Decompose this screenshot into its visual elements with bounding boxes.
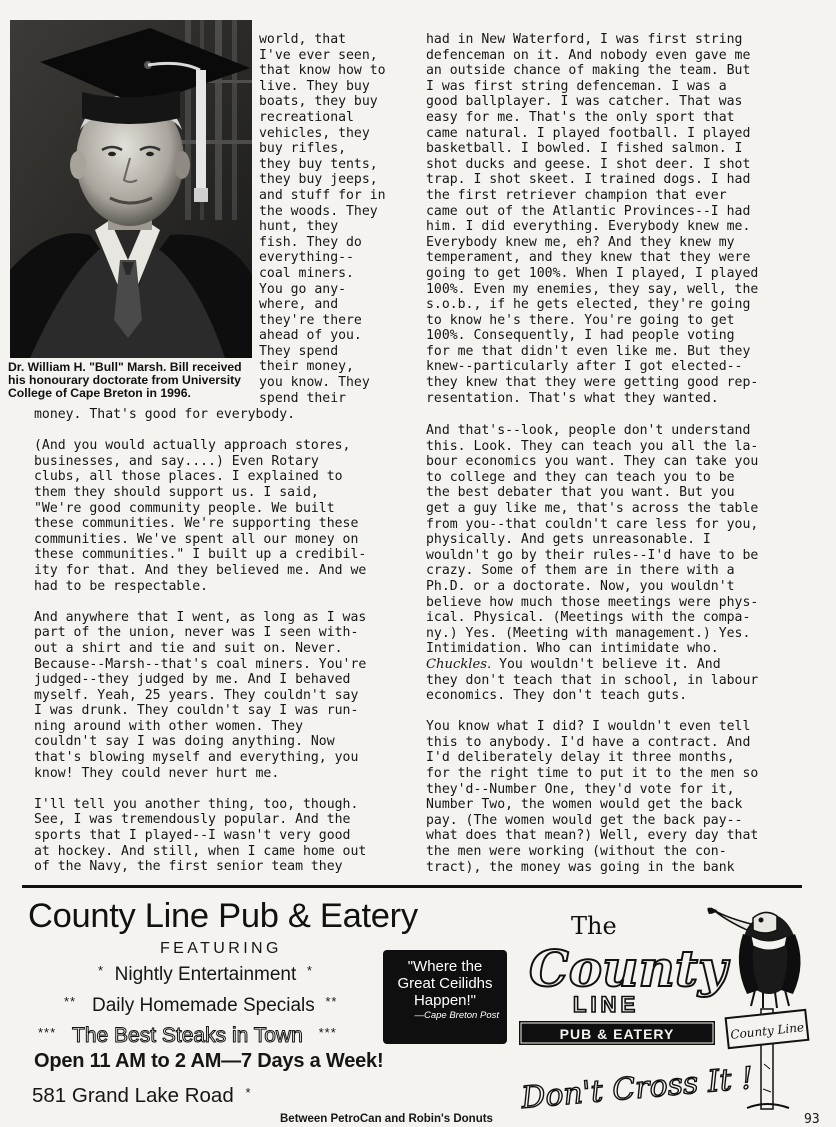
portrait-illustration xyxy=(10,20,252,358)
text-line: they knew that they were getting good rep- xyxy=(426,375,759,391)
quote-source: —Cape Breton Post xyxy=(414,1010,499,1021)
text-line: for me that didn't even like me. But they xyxy=(426,343,751,359)
text-line: boats, they buy xyxy=(259,94,378,110)
text-line: came natural. I played football. I played xyxy=(426,125,751,141)
text-column-right-lower xyxy=(426,423,758,875)
text-line: for the right time to put it to the men so xyxy=(426,766,759,782)
text-line: part of the union, never was I seen with- xyxy=(34,625,359,641)
text-line: They spend xyxy=(259,343,339,359)
logo-sub: PUB & EATERY xyxy=(559,1026,675,1042)
text-line: spend their xyxy=(259,390,347,406)
page-number: 93 xyxy=(804,1112,820,1127)
text-line: 100%. Consequently, I had people voting xyxy=(426,328,735,344)
text-line: ny.) Yes. (Meeting with management.) Yes. xyxy=(426,625,751,641)
ad-item-specials xyxy=(64,994,337,1017)
text-line: physically. And gets unreasonable. I xyxy=(426,532,711,548)
text-line: world, that xyxy=(259,32,347,47)
text-line: Number Two, the women would get the back xyxy=(426,797,743,813)
text-line: them they should support us. I said, xyxy=(34,484,319,500)
text-line: I'd deliberately delay it three months, xyxy=(426,750,735,766)
right-lower-paragraph xyxy=(426,423,758,657)
text-line: I've ever seen, xyxy=(259,47,378,63)
text-line: buy rifles, xyxy=(259,141,347,157)
star-icon: *** xyxy=(318,1025,337,1040)
text-line: to know he's there. You're going to get xyxy=(426,312,735,328)
text-line: at hockey. And still, when I came home out xyxy=(34,843,367,859)
text-line: fish. They do xyxy=(259,234,362,250)
right-lower-paragraph-end xyxy=(426,673,758,876)
text-line: hunt, they xyxy=(259,219,339,235)
logo-sign: County Line xyxy=(729,1020,805,1042)
caption-line: Dr. William H. "Bull" Marsh. Bill received xyxy=(8,360,242,374)
text-column-right xyxy=(426,32,758,406)
ad-featuring: FEATURING xyxy=(160,940,282,957)
ad-item-steaks xyxy=(38,1024,337,1048)
text-line: Because--Marsh--that's coal miners. You're xyxy=(34,656,367,672)
text-line: I'll tell you another thing, too, though. xyxy=(34,796,359,812)
chuckles-italic: Chuckles. xyxy=(426,656,492,672)
text-line: (And you would actually approach stores, xyxy=(34,438,351,454)
ad-item-label: Daily Homemade Specials xyxy=(91,995,315,1016)
text-line: See, I was tremendously popular. And the xyxy=(34,812,351,828)
quote-line: "Where the xyxy=(407,958,483,975)
text-line: ning around with other women. They xyxy=(34,718,303,734)
text-line: get a guy like me, that's across the table xyxy=(426,500,759,516)
text-line: Intimidation. Who can intimidate who. xyxy=(426,641,719,657)
text-line: sports that I played--I wasn't very good xyxy=(34,828,351,844)
text-line: "We're good community people. We built xyxy=(34,500,335,516)
advertisement xyxy=(26,894,516,1125)
text-line: economics. They don't teach guts. xyxy=(426,688,688,704)
text-line: trap. I shot skeet. I trained dogs. I had xyxy=(426,172,751,188)
paragraph-gap xyxy=(34,594,366,610)
text-line: You know what I did? I wouldn't even tell xyxy=(426,719,751,735)
text-line: this to anybody. I'd have a contract. And xyxy=(426,734,751,750)
text-line: what does that mean?) Well, every day that xyxy=(426,828,759,844)
text-line: they'd--Number One, they'd vote for it, xyxy=(426,781,735,797)
text-line: they don't teach that in school, in labour xyxy=(426,672,759,688)
text-line: an outside chance of making the team. But xyxy=(426,63,751,79)
text-line: wouldn't go by their rules--I'd have to be xyxy=(426,547,759,563)
star-icon: * xyxy=(245,1085,252,1100)
text-line xyxy=(426,657,758,673)
text-line: ahead of you. xyxy=(259,328,362,344)
text-line: myself. Yeah, 25 years. They couldn't say xyxy=(34,687,359,703)
address-text: 581 Grand Lake Road xyxy=(32,1084,234,1107)
text-line: bour economics you want. They can take you xyxy=(426,454,759,470)
star-icon: ** xyxy=(64,994,77,1009)
portrait-photo xyxy=(10,20,252,358)
text-line: where, and xyxy=(259,297,339,313)
star-icon: ** xyxy=(325,994,338,1009)
text-line: crazy. Some of them are in there with a xyxy=(426,563,735,579)
text-line: easy for me. That's the only sport that xyxy=(426,109,735,125)
text-line: know! They could never hurt me. xyxy=(34,765,280,781)
ad-hours: Open 11 AM to 2 AM—7 Days a Week! xyxy=(34,1050,384,1072)
text-line: knew--particularly after I got elected-- xyxy=(426,359,743,375)
text-line: recreational xyxy=(259,109,354,125)
text-line: defenceman on it. And nobody even gave me xyxy=(426,47,751,63)
ad-item-label: Nightly Entertainment xyxy=(114,964,297,985)
text-line: I was first string defenceman. I was a xyxy=(426,78,727,94)
text-line: this. Look. They can teach you all the la- xyxy=(426,438,759,454)
text-line: ity for that. And they believed me. And we xyxy=(34,562,367,578)
text-line: 100%. Even my enemies, they say, well, the xyxy=(426,281,759,297)
ad-address xyxy=(32,1084,252,1108)
text-line: going to get 100%. When I played, I played xyxy=(426,265,759,281)
text-line: Ph.D. or a doctorate. Now, you wouldn't xyxy=(426,578,735,594)
text-line: out a shirt and tie and suit on. Never. xyxy=(34,640,343,656)
text-line: And anywhere that I went, as long as I was xyxy=(34,609,367,625)
text-line: everything-- xyxy=(259,250,354,266)
text-line: live. They buy xyxy=(259,78,370,94)
text-line: him. I did everything. Everybody knew me. xyxy=(426,219,751,235)
text-line: they're there xyxy=(259,312,362,328)
text-line: You go any- xyxy=(259,281,347,297)
text-line: believe how much those meetings were phys- xyxy=(426,594,759,610)
text-line: And that's--look, people don't understand xyxy=(426,423,751,438)
text-line: vehicles, they xyxy=(259,125,370,141)
text-line: money. That's good for everybody. xyxy=(34,407,296,422)
paragraph-gap xyxy=(426,704,758,720)
text-line: coal miners. xyxy=(259,265,354,281)
text-line: of the Navy, the first senior team they xyxy=(34,859,343,875)
text-line: they buy jeeps, xyxy=(259,172,378,188)
text-line: you know. They xyxy=(259,375,370,391)
text-column-left xyxy=(34,407,366,875)
text-line: ical. Physical. (Meetings with the compa- xyxy=(426,610,751,626)
text-line: the woods. They xyxy=(259,203,378,219)
ad-title: County Line Pub & Eatery xyxy=(28,897,418,935)
photo-caption xyxy=(8,361,254,401)
logo-county: County xyxy=(529,939,727,998)
ad-divider xyxy=(22,885,802,888)
quote-line: Great Ceilidhs xyxy=(397,975,493,992)
text-line: Everybody knew me, eh? And they knew my xyxy=(426,234,735,250)
quote-line: Happen!" xyxy=(413,992,477,1009)
text-line: businesses, and say....) Even Rotary xyxy=(34,453,319,469)
caption-line: his honourary doctorate from University xyxy=(8,373,241,388)
text-line: basketball. I bowled. I fished salmon. I xyxy=(426,141,743,157)
logo-line: LINE xyxy=(573,992,640,1017)
text-line: from you--that couldn't care less for you, xyxy=(426,516,759,532)
star-icon: * xyxy=(306,963,313,978)
quote-box xyxy=(383,950,507,1044)
text-line: good ballplayer. I was catcher. That was xyxy=(426,94,743,110)
text-line: the first retriever champion that ever xyxy=(426,187,727,203)
text-line: they buy tents, xyxy=(259,156,378,172)
text-line: couldn't say I was doing anything. Now xyxy=(34,734,335,750)
text-line: had to be respectable. xyxy=(34,578,209,594)
paragraph-gap xyxy=(34,781,366,797)
text-line: communities. We've spent all our money on xyxy=(34,531,359,547)
ad-directions: Between PetroCan and Robin's Donuts xyxy=(280,1113,493,1125)
text-line: judged--they judged by me. And I behaved xyxy=(34,672,351,688)
caption-line: College of Cape Breton in 1996. xyxy=(8,386,191,401)
text-line: and stuff for in xyxy=(259,187,386,203)
logo-the: The xyxy=(571,912,617,940)
paragraph-gap xyxy=(34,423,366,439)
text-line: shot ducks and geese. I shot deer. I shot xyxy=(426,156,751,172)
logo-art xyxy=(515,894,833,1119)
ad-item-label: The Best Steaks in Town xyxy=(72,1024,303,1047)
text-line: to college and they can teach you to be xyxy=(426,469,735,485)
text-line: s.o.b., if he gets elected, they're going xyxy=(426,297,751,313)
text-line: the men were working (without the con- xyxy=(426,844,727,860)
text-line: tract), the money was going in the bank xyxy=(426,859,735,875)
text-line: these communities." I built up a credibil- xyxy=(34,547,367,563)
chuckles-rest: You wouldn't believe it. And xyxy=(491,656,721,672)
text-line: I was drunk. They couldn't say I was run- xyxy=(34,703,359,719)
text-line: resentation. That's what they wanted. xyxy=(426,390,719,406)
star-icon: * xyxy=(98,963,105,978)
county-line-logo xyxy=(515,894,833,1119)
text-line: that know how to xyxy=(259,63,386,79)
text-column-wrap xyxy=(259,32,386,406)
text-line: the best debater that you want. But you xyxy=(426,485,735,501)
text-line: that's blowing myself and everything, you xyxy=(34,750,359,766)
text-line: clubs, all those places. I explained to xyxy=(34,469,343,485)
text-line: had in New Waterford, I was first string xyxy=(426,32,743,47)
text-line: pay. (The women would get the back pay-- xyxy=(426,812,743,828)
logo-slogan: Don't Cross It ! xyxy=(519,1060,755,1116)
text-line: their money, xyxy=(259,359,354,375)
ad-item-entertainment xyxy=(98,963,313,986)
text-line: these communities. We're supporting these xyxy=(34,516,359,532)
star-icon: *** xyxy=(38,1025,57,1040)
text-line: came out of the Atlantic Provinces--I had xyxy=(426,203,751,219)
text-line: temperament, and they knew that they were xyxy=(426,250,751,266)
